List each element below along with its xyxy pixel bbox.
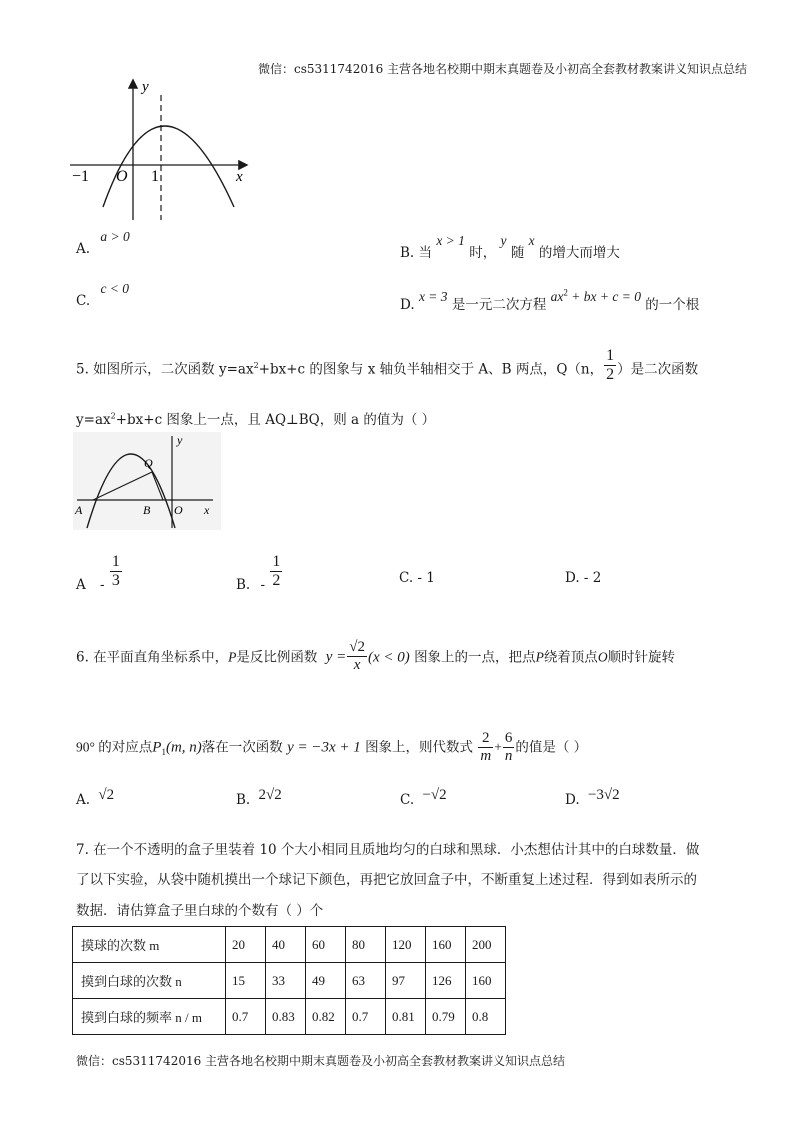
q4-option-d[interactable]: D. x = 3 是一元二次方程 $ax^2$ + bx + c = 0 的一个根 bbox=[400, 287, 700, 313]
x-axis-label: x bbox=[236, 169, 243, 185]
table-cell: 160 bbox=[466, 963, 506, 999]
fraction-root2-over-x: $\frac{√2}{x}$ bbox=[349, 639, 365, 674]
point-a-label: A bbox=[75, 503, 83, 517]
table-cell: 126 bbox=[426, 963, 466, 999]
parabola-curve bbox=[103, 126, 234, 207]
question5-parabola-graph bbox=[73, 432, 221, 530]
one-label: 1 bbox=[151, 168, 159, 185]
q6-stem-line1: 6. 在平面直角坐标系中，P是反比例函数 y = $\frac{√2}{x}$ (x < 0) 图象上的一点，把点P绕着顶点O顺时针旋转 bbox=[76, 639, 676, 674]
q5-stem-line2: $y=ax^2+bx+c$ 图象上一点，且 AQ⊥BQ，则 a 的值为（ ） bbox=[76, 411, 436, 428]
fraction-2-over-m: $\frac{2}{m}$ bbox=[480, 730, 492, 765]
option-math: a > 0 bbox=[100, 229, 130, 244]
point-q-label: Q bbox=[144, 456, 153, 470]
y-axis-label: y bbox=[142, 79, 149, 95]
table-cell: 160 bbox=[426, 927, 466, 963]
table-cell: 33 bbox=[266, 963, 306, 999]
row-label: 摸到白球的次数 n bbox=[73, 963, 226, 999]
origin-label: O bbox=[116, 168, 128, 185]
point-b-label: B bbox=[143, 503, 151, 517]
question4-parabola-graph bbox=[68, 75, 258, 225]
table-cell: 15 bbox=[226, 963, 266, 999]
q5-option-d[interactable]: D. - 2 bbox=[565, 570, 602, 586]
page-header: 微信：cs5311742016 主营各地名校期中期末真题卷及小初高全套教材教案讲义知识点总结 bbox=[258, 62, 748, 76]
q7-stem-line3: 数据．请估算盒子里白球的个数有（ ）个 bbox=[76, 903, 324, 919]
x-axis-label: x bbox=[204, 503, 210, 517]
table-cell: 49 bbox=[306, 963, 346, 999]
q6-stem-line2: 90° 的对应点$P_1(m$, n)落在一次函数 y = −3x + 1 图象上，则代数式 $\frac{2}{m}$ + $\frac{6}{n}$ 的值是（ ） bbox=[76, 730, 588, 765]
q4-option-c[interactable]: C. c < 0 bbox=[76, 281, 130, 309]
table-cell: 0.7 bbox=[346, 999, 386, 1035]
q4-option-b[interactable]: B. 当 x > 1 时， y 随 x 的增大而增大 bbox=[400, 233, 620, 261]
q7-stem-line2: 了以下实验，从袋中随机摸出一个球记下颜色，再把它放回盒子中，不断重复上述过程．得到如表所示的 bbox=[76, 872, 697, 888]
table-cell: 80 bbox=[346, 927, 386, 963]
table-cell: 40 bbox=[266, 927, 306, 963]
table-row bbox=[73, 999, 506, 1035]
fraction-6-over-n: $\frac{6}{n}$ bbox=[504, 730, 513, 765]
minus-one-label: −1 bbox=[72, 168, 90, 185]
q5-option-b[interactable]: B. - $\frac{1}{2}$ bbox=[236, 553, 281, 594]
table-cell: 0.82 bbox=[306, 999, 346, 1035]
frequency-table bbox=[72, 926, 506, 1035]
q7-stem-line1: 7. 在一个不透明的盒子里装着 10 个大小相同且质地均匀的白球和黑球．小杰想估计其中的白球数量．做 bbox=[76, 842, 700, 858]
q6-option-c[interactable]: C. −√2 bbox=[400, 787, 447, 808]
table-cell: 0.7 bbox=[226, 999, 266, 1035]
q5-option-c[interactable]: C. - 1 bbox=[399, 570, 435, 586]
table-cell: 0.79 bbox=[426, 999, 466, 1035]
option-letter: A. bbox=[76, 241, 91, 257]
y-axis-label: y bbox=[177, 433, 183, 447]
row-label: 摸到白球的频率 n / m bbox=[73, 999, 226, 1035]
q5-option-a[interactable]: A - $\frac{1}{3}$ bbox=[76, 553, 120, 594]
q5-stem-line1: 5. 如图所示，二次函数 $y=ax^2+bx+c$ 的图象与 x 轴负半轴相交于 A、B 两点，Q（n， $\frac{1}{2}$ ）是二次函数 bbox=[76, 347, 699, 384]
q4-option-a[interactable] bbox=[76, 229, 130, 257]
table-cell: 60 bbox=[306, 927, 346, 963]
table-row bbox=[73, 963, 506, 999]
table-row bbox=[73, 927, 506, 963]
page-footer: 微信：cs5311742016 主营各地名校期中期末真题卷及小初高全套教材教案讲义知识点总结 bbox=[76, 1054, 566, 1068]
table-cell: 0.8 bbox=[466, 999, 506, 1035]
fraction-one-half: $\frac{1}{2}$ bbox=[272, 553, 281, 590]
table-cell: 63 bbox=[346, 963, 386, 999]
table-cell: 0.81 bbox=[386, 999, 426, 1035]
table-cell: 97 bbox=[386, 963, 426, 999]
fraction-one-half: $\frac{1}{2}$ bbox=[606, 347, 615, 384]
table-cell: 200 bbox=[466, 927, 506, 963]
q6-option-d[interactable]: D. −3√2 bbox=[565, 787, 620, 808]
fraction-one-third: $\frac{1}{3}$ bbox=[111, 553, 120, 590]
table-cell: 20 bbox=[226, 927, 266, 963]
q6-option-a[interactable]: A. √2 bbox=[76, 787, 115, 808]
row-label: 摸球的次数 m bbox=[73, 927, 226, 963]
table-cell: 120 bbox=[386, 927, 426, 963]
table-cell: 0.83 bbox=[266, 999, 306, 1035]
origin-label: O bbox=[174, 503, 183, 517]
q6-option-b[interactable]: B. 2√2 bbox=[236, 787, 282, 808]
